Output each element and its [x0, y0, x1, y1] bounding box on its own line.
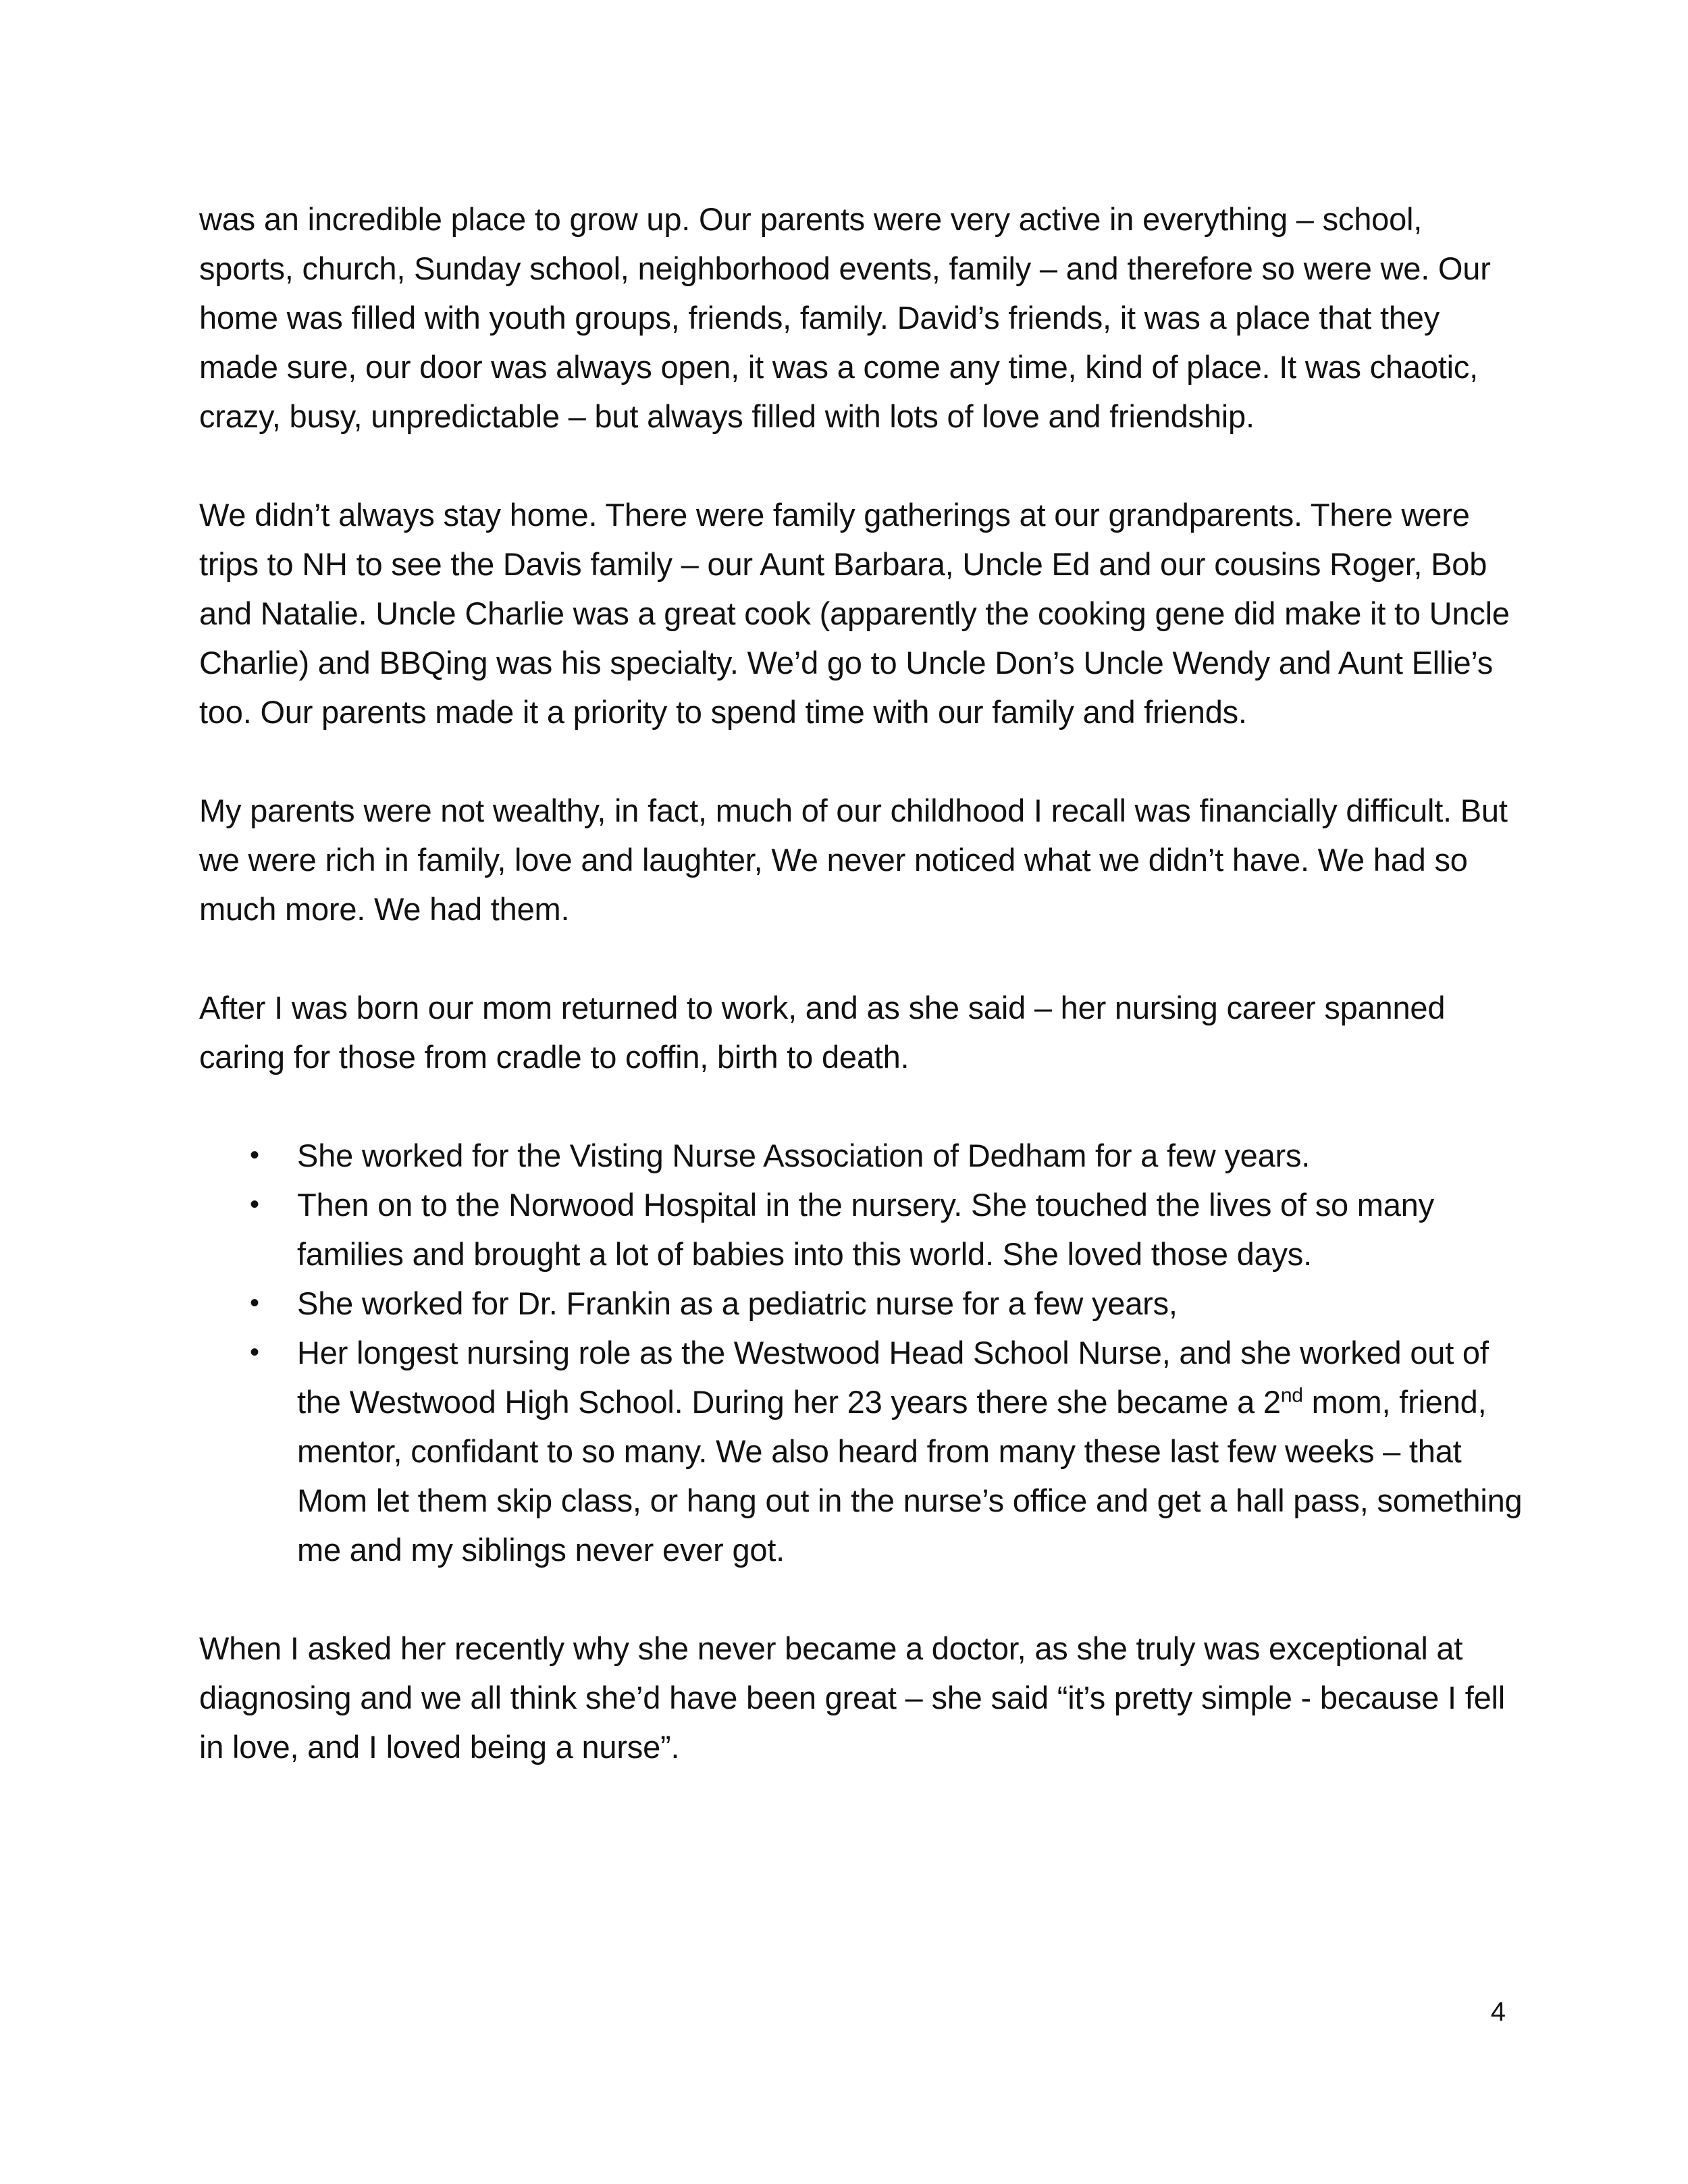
- paragraph-family-visits: We didn’t always stay home. There were family gatherings at our grandparents. There were trips to NH to see the Davis family – our Aunt Barbara, Uncle Ed and our cousins Roger, Bob and Natalie. Uncle Charlie was a great cook (apparently the cooking gene did make it to Uncle Charlie) and BBQing was his specialty. We’d go to Uncle Don’s Uncle Wendy and Aunt Ellie’s too. Our parents made it a priority to spend time with our family and friends.: [199, 497, 1510, 730]
- career-bullet-list: [199, 1131, 1523, 1574]
- paragraph-home-life: was an incredible place to grow up. Our parents were very active in everything – school, sports, church, Sunday school, neighborhood events, family – and therefore so were we. Our home was filled with youth groups, friends, family. David’s friends, it was a place that they made sure, our door was always open, it was a come any time, kind of place. It was chaotic, crazy, busy, unpredictable – but always filled with lots of love and friendship.: [199, 201, 1491, 434]
- bullet-icon: •: [250, 1337, 259, 1367]
- list-item-text: Then on to the Norwood Hospital in the nursery. She touched the lives of so many families and brought a lot of babies into this world. She loved those days.: [297, 1187, 1434, 1272]
- document-body: [199, 194, 1523, 1821]
- bullet-icon: •: [250, 1140, 259, 1170]
- list-item-text-start: Her longest nursing role as the Westwood Head School Nurse, and she worked out of the Westwood High School. During her 23 years there she became a 2: [297, 1335, 1489, 1420]
- bullet-icon: •: [250, 1190, 259, 1219]
- ordinal-suffix: nd: [1280, 1384, 1303, 1407]
- list-item: [199, 1180, 1523, 1279]
- paragraph-parents-wealth: My parents were not wealthy, in fact, much of our childhood I recall was financially difficult. But we were rich in family, love and laughter, We never noticed what we didn’t have. We had so much more. We had them.: [199, 793, 1508, 927]
- list-item-text: [297, 1335, 1522, 1568]
- list-item-text-end: mom, friend, mentor, confidant to so many. We also heard from many these last few weeks – that Mom let them skip class, or hang out in the nurse’s office and get a hall pass, something me and my siblings never ever got.: [297, 1384, 1523, 1568]
- list-item: [199, 1328, 1523, 1574]
- paragraph-nursing-career: After I was born our mom returned to work, and as she said – her nursing career spanned caring for those from cradle to coffin, birth to death.: [199, 990, 1446, 1075]
- bullet-icon: •: [250, 1288, 259, 1318]
- page-number: 4: [1490, 1997, 1506, 2027]
- list-item: [199, 1131, 1523, 1180]
- list-item-text: She worked for Dr. Frankin as a pediatric nurse for a few years,: [297, 1285, 1178, 1321]
- list-item-text: She worked for the Visting Nurse Association of Dedham for a few years.: [297, 1138, 1311, 1173]
- paragraph-closing: When I asked her recently why she never became a doctor, as she truly was exceptional at diagnosing and we all think she’d have been great – she said “it’s pretty simple - because I fell in love, and I loved being a nurse”.: [199, 1630, 1505, 1765]
- list-item: [199, 1279, 1523, 1328]
